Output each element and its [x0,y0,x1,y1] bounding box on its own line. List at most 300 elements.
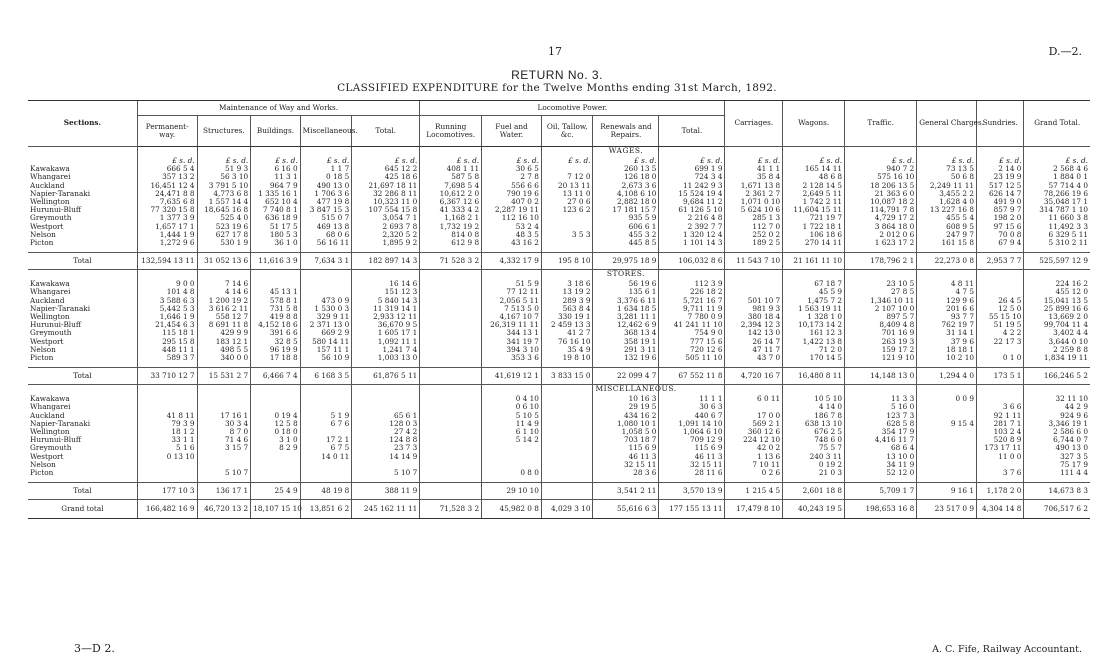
row-label: Grand total [28,500,137,519]
table-cell: 2 216 4 8 [659,214,725,222]
table-cell [420,395,482,403]
table-cell [300,469,352,477]
table-cell: 1 563 19 11 [783,305,845,313]
table-cell: 41 8 11 [137,412,197,420]
row-label: Kawakawa [30,279,70,289]
table-cell: 354 17 9 [845,428,917,436]
table-cell: 25 899 16 6 [1024,305,1090,313]
table-cell: 1 722 18 1 [783,223,845,231]
table-cell: 11 4 9 [482,420,542,428]
table-cell [541,214,593,222]
table-cell: 4,167 10 7 [482,313,542,321]
table-cell: 41 241 11 10 [659,321,725,329]
unit-label: £ s. d. [420,157,482,165]
table-cell: 50 6 8 [917,173,977,181]
maintenance-header: Maintenance of Way and Works. [137,101,419,116]
table-cell: 103 2 4 [977,428,1024,436]
table-cell: 14,673 8 3 [1024,483,1090,500]
table-cell: 126 18 0 [593,173,659,181]
table-cell: 10,323 11 0 [352,198,420,206]
row-label: Whangarei [30,402,71,412]
table-cell [251,469,300,477]
table-cell: 142 13 0 [725,329,783,337]
table-cell: 638 13 10 [783,420,845,428]
table-cell: 505 11 10 [659,354,725,362]
table-cell [541,395,593,403]
table-cell [420,461,482,469]
table-cell: 65 6 1 [352,412,420,420]
table-cell: 473 0 9 [300,297,352,305]
table-cell: 358 19 1 [593,338,659,346]
table-cell: 1,657 17 1 [137,223,197,231]
table-cell: 7 14 6 [197,280,251,288]
table-cell [541,436,593,444]
table-cell: 1 742 2 11 [783,198,845,206]
table-cell: 47 11 7 [725,346,783,354]
table-cell: 9,711 11 9 [659,305,725,313]
table-cell: 107 554 15 8 [352,206,420,214]
table-cell: 70 0 8 [977,231,1024,239]
table-cell: 115 6 9 [593,444,659,452]
table-cell: 3 7 6 [977,469,1024,477]
row-label: Westport [30,451,64,461]
table-cell: 61,876 5 11 [352,368,420,385]
table-cell: 101 4 8 [137,288,197,296]
table-cell: 23 10 5 [845,280,917,288]
table-cell: 55 15 10 [977,313,1024,321]
table-cell: 5 14 2 [482,436,542,444]
table-cell: 27 8 5 [845,288,917,296]
table-cell: 645 12 2 [352,165,420,173]
table-cell: 703 18 7 [593,436,659,444]
table-cell: 7,634 3 1 [300,253,352,270]
table-cell: 75 5 7 [783,444,845,452]
table-cell: 45 5 9 [783,288,845,296]
table-cell: 186 7 8 [783,412,845,420]
table-cell: 344 13 1 [482,329,542,337]
table-cell: 48 6 8 [783,173,845,181]
table-cell: 2 392 7 7 [659,223,725,231]
table-cell: 7 12 0 [541,173,593,181]
table-cell: 353 3 6 [482,354,542,362]
table-cell: 45,982 0 8 [482,500,542,519]
table-cell: 14,148 13 0 [845,368,917,385]
table-cell: 14 14 9 [352,453,420,461]
table-cell: 13 19 2 [541,288,593,296]
table-cell: 6 0 11 [725,395,783,403]
table-cell: 11 3 3 [845,395,917,403]
table-cell [541,461,593,469]
col-header: Sundries. [977,101,1024,147]
table-cell: 106,032 8 6 [659,253,725,270]
table-cell: 4 14 6 [197,288,251,296]
table-cell: 159 17 2 [845,346,917,354]
total-row [28,368,1090,385]
table-cell: 22 17 3 [977,338,1024,346]
table-cell: 32 15 11 [659,461,725,469]
table-cell: 709 12 9 [659,436,725,444]
table-cell: 198 2 0 [977,214,1024,222]
table-cell: 501 10 7 [725,297,783,305]
table-cell: 165 14 11 [783,165,845,173]
table-cell: 0 2 6 [725,469,783,477]
section-title-row [28,385,1090,396]
table-cell: 32 11 10 [1024,395,1090,403]
table-cell [251,453,300,461]
table-cell [917,469,977,477]
table-cell: 762 19 7 [917,321,977,329]
table-cell: 51 5 9 [482,280,542,288]
table-cell: 1 200 19 2 [197,297,251,305]
table-cell: 580 14 11 [300,338,352,346]
locomotive-header: Locomotive Power. [420,101,725,116]
table-cell: 43 7 0 [725,354,783,362]
table-cell: 177 10 3 [137,483,197,500]
table-cell: 455 12 0 [1024,288,1090,296]
table-cell: 1 13 6 [725,453,783,461]
table-cell: 132 19 6 [593,354,659,362]
table-cell: 13 10 0 [845,453,917,461]
table-cell [420,321,482,329]
table-cell: 3,644 0 10 [1024,338,1090,346]
table-cell: 754 9 0 [659,329,725,337]
table-cell: 1 605 17 1 [352,329,420,337]
table-cell: 252 0 2 [725,231,783,239]
row-label: Total [28,368,137,385]
table-cell: 408 1 11 [420,165,482,173]
table-subtitle: CLASSIFIED EXPENDITURE for the Twelve Months ending 31st March, 1892. [337,82,777,94]
table-cell: 608 9 5 [917,223,977,231]
table-cell: 115 6 9 [659,444,725,452]
table-cell: 563 8 4 [541,305,593,313]
row-label: Picton [30,353,54,363]
table-cell [725,270,783,281]
return-title: RETURN No. 3. [511,68,603,82]
table-cell: 2,933 12 11 [352,313,420,321]
table-cell: 477 19 8 [300,198,352,206]
table-cell: 2,953 7 7 [977,253,1024,270]
table-cell: 440 6 7 [659,412,725,420]
table-cell: 161 12 3 [783,329,845,337]
table-cell: 706,517 6 2 [1024,500,1090,519]
unit-label: £ s. d. [845,157,917,165]
table-cell: 93 7 7 [917,313,977,321]
table-cell: 490 13 0 [300,182,352,190]
table-cell: 56 19 6 [593,280,659,288]
table-cell: 523 19 6 [197,223,251,231]
table-cell: 16 14 6 [352,280,420,288]
table-cell: 0 18 5 [300,173,352,181]
table-cell: 940 7 2 [845,165,917,173]
col-header: Renewals and Repairs. [593,116,659,147]
table-cell: 1,834 19 11 [1024,354,1090,362]
table-cell: 52 12 0 [845,469,917,477]
table-cell [420,354,482,362]
table-cell: 17 2 1 [300,436,352,444]
table-cell: 48 3 5 [482,231,542,239]
table-cell: 106 18 6 [783,231,845,239]
table-cell: 1,294 4 0 [917,368,977,385]
table-cell: 1,346 10 11 [845,297,917,305]
table-cell: 448 11 1 [137,346,197,354]
table-cell: 606 6 1 [593,223,659,231]
table-cell [137,385,197,396]
table-cell: 0 18 0 [251,428,300,436]
table-cell [300,280,352,288]
table-cell: 75 17 9 [1024,461,1090,469]
table-cell: 20 13 11 [541,182,593,190]
table-row [28,453,1090,461]
table-cell: 46,720 13 2 [197,500,251,519]
table-cell: 12 5 8 [251,420,300,428]
table-cell: 56 16 11 [300,239,352,247]
table-cell: 51 17 5 [251,223,300,231]
unit-label: £ s. d. [1024,157,1090,165]
table-cell: 2 259 8 8 [1024,346,1090,354]
table-cell: 3,281 11 1 [593,313,659,321]
table-cell: 0 8 0 [482,469,542,477]
table-cell: 71,528 3 2 [420,500,482,519]
table-cell [420,453,482,461]
table-cell: 0 1 0 [977,354,1024,362]
table-cell: 2 107 10 0 [845,305,917,313]
table-cell: 32 286 8 11 [352,190,420,198]
row-label: Napier-Taranaki [30,418,91,428]
table-cell: 1,444 1 9 [137,231,197,239]
table-cell: 30 6 3 [659,403,725,411]
table-cell: 247 9 7 [917,231,977,239]
table-cell: 23 517 0 9 [917,500,977,519]
table-cell: 36,670 9 5 [352,321,420,329]
unit-label: £ s. d. [659,157,725,165]
table-cell: 121 9 10 [845,354,917,362]
table-cell [420,436,482,444]
table-cell: 1 1 7 [300,165,352,173]
table-cell: 28 11 6 [659,469,725,477]
table-cell: 636 18 9 [251,214,300,222]
table-cell: 1,080 10 1 [593,420,659,428]
unit-label: £ s. d. [593,157,659,165]
table-cell: 357 13 2 [137,173,197,181]
table-cell: 157 11 1 [300,346,352,354]
row-label: Nelson [30,344,56,354]
table-cell [420,403,482,411]
table-cell: 22 099 4 7 [593,368,659,385]
table-cell: 201 6 6 [917,305,977,313]
table-cell: 270 14 11 [783,239,845,247]
table-cell: 18 206 13 5 [845,182,917,190]
table-cell: 5,442 5 3 [137,305,197,313]
table-cell: 1,646 1 9 [137,313,197,321]
table-cell: 9 15 4 [917,420,977,428]
table-cell: 4 7 5 [917,288,977,296]
table-cell: 5 1 6 [137,444,197,452]
table-cell: 32 8 5 [251,338,300,346]
table-cell: 41 2 7 [541,329,593,337]
table-cell: 0 0 9 [917,395,977,403]
table-cell: 30 6 5 [482,165,542,173]
unit-label: £ s. d. [783,157,845,165]
table-cell: 177 155 13 11 [659,500,725,519]
col-header: General Charges. [917,101,977,147]
table-cell: 368 13 4 [593,329,659,337]
table-cell: 434 16 2 [593,412,659,420]
table-cell: 4,416 11 7 [845,436,917,444]
table-cell [541,428,593,436]
table-cell: 556 6 6 [482,182,542,190]
table-cell: 3,054 7 1 [352,214,420,222]
table-cell: 330 19 1 [541,313,593,321]
row-label: Greymouth [30,213,72,223]
table-row [28,461,1090,469]
table-cell: 44 2 9 [1024,403,1090,411]
table-cell: 224 16 2 [1024,280,1090,288]
table-cell: 13 227 16 8 [917,206,977,214]
row-label: Wellington [30,427,70,437]
table-cell [977,270,1024,281]
table-cell: 17 181 15 7 [593,206,659,214]
table-cell: 1,628 4 0 [917,198,977,206]
table-cell: 48 19 8 [300,483,352,500]
table-cell: 1 530 0 3 [300,305,352,313]
table-cell: 7 740 8 1 [251,206,300,214]
table-cell [420,305,482,313]
table-cell: 17 18 8 [251,354,300,362]
table-cell: 37 9 6 [917,338,977,346]
table-cell [917,403,977,411]
table-cell: 1,092 11 1 [352,338,420,346]
table-cell: 92 1 11 [977,412,1024,420]
table-cell: 360 12 6 [725,428,783,436]
table-cell: 0 19 2 [783,461,845,469]
table-cell: 25 4 9 [251,483,300,500]
table-cell: 79 3 9 [137,420,197,428]
table-cell: 112 3 9 [659,280,725,288]
table-cell: 724 3 4 [659,173,725,181]
table-cell: 731 5 8 [251,305,300,313]
table-cell: 1,064 6 10 [659,428,725,436]
table-cell: 5 16 0 [845,403,917,411]
table-cell [541,420,593,428]
table-cell: 17,479 8 10 [725,500,783,519]
table-cell: 2,882 18 0 [593,198,659,206]
table-cell: 23 19 9 [977,173,1024,181]
table-cell: 41 333 4 2 [420,206,482,214]
table-cell: 32 15 11 [593,461,659,469]
table-cell: 2 7 8 [482,173,542,181]
table-cell: 111 4 4 [1024,469,1090,477]
table-cell: 5 624 10 6 [725,206,783,214]
table-cell: 777 15 6 [659,338,725,346]
table-cell [541,412,593,420]
table-cell: 3 847 15 3 [300,206,352,214]
table-cell: 71 528 3 2 [420,253,482,270]
table-cell: 77 320 15 8 [137,206,197,214]
table-cell [251,461,300,469]
table-cell: 170 14 5 [783,354,845,362]
table-cell: 129 9 6 [917,297,977,305]
unit-label: £ s. d. [725,157,783,165]
table-cell: 195 8 10 [541,253,593,270]
table-cell: 18 1 2 [137,428,197,436]
table-cell: 11 3 1 [251,173,300,181]
table-cell: 78,266 19 6 [1024,190,1090,198]
table-cell: 42 0 2 [725,444,783,452]
row-label: Whangarei [30,172,71,182]
table-cell: 2 012 0 6 [845,231,917,239]
table-cell: 11 242 9 3 [659,182,725,190]
total-row [28,253,1090,270]
table-cell: 627 17 8 [197,231,251,239]
table-cell: 525 4 0 [197,214,251,222]
table-cell: 41,619 12 1 [482,368,542,385]
table-cell: 7 513 5 0 [482,305,542,313]
table-cell: 0 13 10 [137,453,197,461]
table-cell: 1,272 9 6 [137,239,197,247]
table-cell: 9 16 1 [917,483,977,500]
row-label: Napier-Taranaki [30,188,91,198]
table-cell: 964 7 9 [251,182,300,190]
table-cell: 68 6 4 [845,444,917,452]
table-cell: 3 833 15 0 [541,368,593,385]
table-cell: 226 18 2 [659,288,725,296]
table-cell: 224 12 10 [725,436,783,444]
table-cell: 68 0 6 [300,231,352,239]
col-header: Total. [352,116,420,147]
row-label: Kawakawa [30,394,70,404]
table-cell [541,469,593,477]
table-cell: 612 9 8 [420,239,482,247]
table-cell: 53 2 4 [482,223,542,231]
section-title: MISCELLANEOUS. [593,385,659,396]
table-cell: 790 19 6 [482,190,542,198]
table-cell: 15 524 19 4 [659,190,725,198]
table-cell: 28 3 6 [593,469,659,477]
table-cell: 1,091 14 10 [659,420,725,428]
row-label: Westport [30,336,64,346]
table-cell: 4 14 0 [783,403,845,411]
table-cell [420,338,482,346]
table-cell: 1 320 12 4 [659,231,725,239]
table-cell: 981 9 3 [725,305,783,313]
table-cell: 525,597 12 9 [1024,253,1090,270]
table-cell: 132,594 13 11 [137,253,197,270]
table-cell [251,385,300,396]
table-cell: 1,422 13 8 [783,338,845,346]
table-cell: 578 8 1 [251,297,300,305]
col-header: Wagons. [783,101,845,147]
table-cell [137,395,197,403]
row-label: Auckland [30,295,65,305]
table-cell: 857 9 7 [977,206,1024,214]
table-cell [420,313,482,321]
row-label: Westport [30,221,64,231]
table-cell: 7 780 0 9 [659,313,725,321]
row-label: Nelson [30,229,56,239]
table-cell: 515 0 7 [300,214,352,222]
row-label: Hurunui-Bluff [30,435,82,445]
table-cell: 327 3 5 [1024,453,1090,461]
table-cell: 33 710 12 7 [137,368,197,385]
table-cell: 182 897 14 3 [352,253,420,270]
table-cell: 123 7 3 [845,412,917,420]
table-cell: 5 10 7 [197,469,251,477]
col-header: Grand Total. [1024,101,1090,147]
table-cell: 5 10 5 [482,412,542,420]
table-cell [137,461,197,469]
table-cell: 161 15 8 [917,239,977,247]
table-cell: 166,482 16 9 [137,500,197,519]
